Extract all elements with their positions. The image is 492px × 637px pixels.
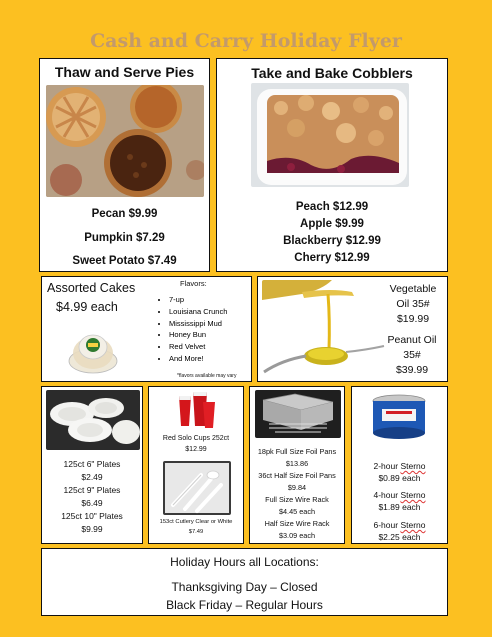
cake-photo: [66, 325, 120, 377]
cobbler-item-cherry: Cherry $12.99: [294, 252, 370, 264]
cutlery-name: 153ct Cutlery Clear or White: [159, 519, 233, 525]
cutlery-photo: [163, 461, 231, 515]
cups-box: [148, 386, 244, 544]
pans-box: [249, 386, 345, 544]
plates-6in-label: 125ct 6" Plates: [63, 459, 121, 469]
plates-9in-price: $6.49: [81, 498, 103, 508]
plates-10in-label: 125ct 10" Plates: [61, 511, 123, 521]
sterno-photo: [368, 393, 430, 441]
cakes-box: [41, 276, 252, 382]
cups-name: Red Solo Cups 252ct: [162, 435, 230, 442]
hours-heading: Holiday Hours all Locations:: [170, 555, 319, 569]
flavor-item: • Louisiana Crunch: [169, 306, 227, 318]
cobbler-item-apple: Apple $9.99: [300, 218, 364, 230]
hours-box: [41, 548, 448, 616]
pies-item-pecan: Pecan $9.99: [91, 208, 158, 220]
sterno-6hr-label: [352, 520, 447, 530]
sterno-6hr-prefix: 6-hour: [373, 520, 401, 530]
cakes-flavor-note: *flavors available may vary: [177, 373, 237, 379]
sterno-2hr-price: $0.89 each: [378, 473, 421, 483]
oil-veg-size: Oil 35#: [396, 298, 430, 310]
cakes-heading: Assorted Cakes: [47, 281, 136, 295]
rack-full-price: $4.45 each: [278, 507, 316, 516]
cobbler-item-peach: Peach $12.99: [295, 201, 369, 213]
cakes-flavor-list: [155, 294, 227, 365]
oil-photo: [262, 280, 386, 378]
sterno-2hr-label: [352, 461, 447, 471]
oil-veg-name: Vegetable: [389, 283, 437, 295]
flavor-item: • And More!: [169, 353, 227, 365]
sterno-4hr-prefix: 4-hour: [373, 490, 401, 500]
flavor-item: • Mississippi Mud: [169, 318, 227, 330]
oil-veg-price: $19.99: [396, 313, 430, 325]
cobbler-photo: [251, 83, 409, 187]
sterno-4hr-word: Sterno: [400, 490, 426, 500]
plates-9in-label: 125ct 9" Plates: [63, 485, 121, 495]
flavor-item: • 7-up: [169, 294, 227, 306]
pans-full-label: 18pk Full Size Foil Pans: [257, 447, 337, 456]
oil-peanut-price: $39.99: [395, 364, 429, 376]
sterno-6hr-price: $2.25 each: [378, 532, 421, 542]
pans-half-label: 36ct Half Size Foil Pans: [258, 471, 336, 480]
sterno-6hr-word: Sterno: [400, 520, 426, 530]
rack-half-price: $3.09 each: [278, 531, 316, 540]
plates-photo: [46, 390, 140, 450]
sterno-4hr-label: [352, 490, 447, 500]
pies-item-pumpkin: Pumpkin $7.29: [84, 232, 165, 244]
cobblers-heading: Take and Bake Cobblers: [251, 65, 413, 81]
plates-box: [41, 386, 143, 544]
pies-item-sweet-potato: Sweet Potato $7.49: [72, 255, 177, 267]
plates-6in-price: $2.49: [81, 472, 103, 482]
oil-peanut-name: Peanut Oil: [387, 334, 437, 346]
cakes-flavors-label: Flavors:: [180, 279, 207, 288]
cobblers-box: [216, 58, 448, 272]
cups-photo: [175, 390, 219, 430]
sterno-2hr-word: Sterno: [400, 461, 426, 471]
cups-price: $12.99: [185, 446, 207, 453]
pans-full-price: $13.86: [285, 459, 309, 468]
cutlery-price: $7.49: [188, 529, 204, 535]
cakes-price: $4.99 each: [56, 300, 118, 314]
flyer-title: Cash and Carry Holiday Flyer: [90, 30, 402, 52]
pans-half-price: $9.84: [287, 483, 307, 492]
hours-black-friday: Black Friday – Regular Hours: [166, 598, 323, 612]
pies-box: [39, 58, 210, 272]
pans-photo: [255, 390, 341, 438]
oil-box: [257, 276, 448, 382]
flavor-item: • Red Velvet: [169, 341, 227, 353]
rack-half-label: Half Size Wire Rack: [264, 519, 330, 528]
sterno-box: [351, 386, 448, 544]
flavor-item: • Honey Bun: [169, 329, 227, 341]
pies-heading: Thaw and Serve Pies: [54, 64, 195, 80]
pies-photo: [46, 85, 204, 197]
hours-thanksgiving: Thanksgiving Day – Closed: [171, 580, 318, 594]
cobbler-item-blackberry: Blackberry $12.99: [283, 235, 381, 247]
sterno-4hr-price: $1.89 each: [378, 502, 421, 512]
oil-peanut-size: 35#: [403, 349, 421, 361]
rack-full-label: Full Size Wire Rack: [265, 495, 329, 504]
plates-10in-price: $9.99: [81, 524, 103, 534]
sterno-2hr-prefix: 2-hour: [373, 461, 401, 471]
